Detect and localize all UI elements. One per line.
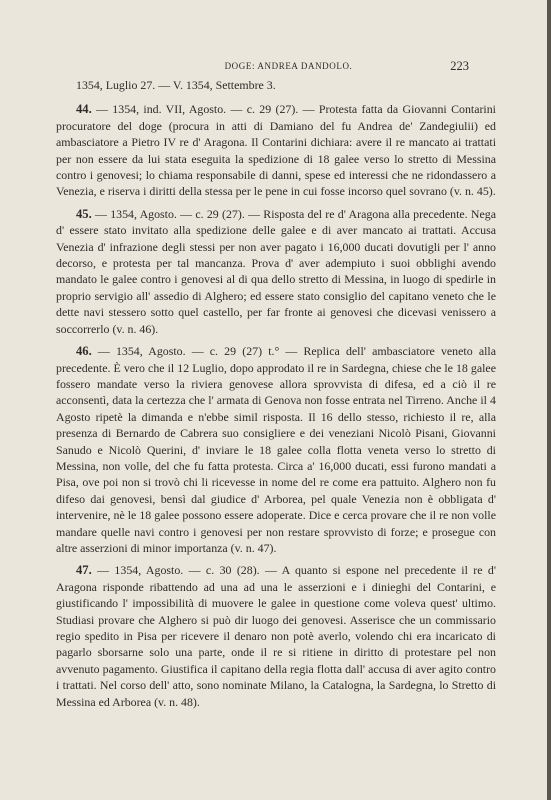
page-header <box>0 59 547 73</box>
entry-46 <box>56 343 496 556</box>
entry-text: — 1354, Agosto. — c. 29 (27). — Risposta del re d' Aragona alla precedente. Nega d' essere stato invitato alla spedizione delle galee e di aver mancato ai trattati. Accusa Venezia d' infrazione degli stessi per non aver pagato i 16,000 ducati dovutigli per l' anno decorso, e protesta per tal mancanza. Prova d' aver adempiuto i suoi obblighi avendo mandato le galee contro i genovesi al di qua dello stretto di Messina, in luogo di spedirle in proprio servigio all' assedio di Alghero; ed essere stato consiglio del capitano veneto che le dette navi stessero sotto quel castello, per far fronte ai genovesi che dicevasi venissero a soccorrerlo (v. n. 46). <box>56 206 496 336</box>
entry-number: 47. <box>76 563 92 578</box>
entry-text: — 1354, Agosto. — c. 29 (27) t.° — Replica dell' ambasciatore veneto alla precedente. È vero che il 12 Luglio, dopo approdato il re in Sardegna, chiese che le 18 galee fossero mandate verso la riviera genovese allora sprovvista di difesa, ed a ciò il re acconsentì, data la certezza che l' armata di Genova non fosse entrata nel Tirreno. Anche il 4 Agosto ripetè la dimanda e n'ebbe simil risposta. Il 16 dello stesso, richiesto il re, alla presenza di Bernardo de Cabrera suo consigliere e dei veneziani Nicolò Pisani, Giovanni Sanudo e Nicolò Querini, d' inviare le 18 galee colla flotta veneta verso lo stretto di Messina, non volle, del che fu fatta protesta. Circa a' 16,000 ducati, essi furono mandati a Pisa, ove poi non si trovò chi li ricevesse in nome del re come era pattuito. Alghero non fu difeso dai genovesi, bensì dal giudice d' Arborea, pel quale Venezia non è obbligata d' intervenire, nè le 18 galee possono essere adoperate. Dice e cerca provare che il re non volle mandare quelle navi contro i genovesi per non restare sprovvisto di forze; e prosegue con altre asserzioni di minor importanza (v. n. 47). <box>56 344 496 555</box>
entry-47 <box>56 562 496 710</box>
date-range-line: 1354, Luglio 27. — V. 1354, Settembre 3. <box>76 78 276 92</box>
entry-number: 46. <box>76 344 92 359</box>
entry-text: — 1354, Agosto. — c. 30 (28). — A quanto si espone nel precedente il re d' Aragona risponde ribattendo ad una ad una le asserzioni e i dinieghi del Contarini, e giustificando l' impossibilità di muovere le galee in questione come voleva quest' ultimo. Studiasi provare che Alghero si può dir luogo dei genovesi. Asserisce che un commissario regio spedito in Pisa per ricevere il denaro non potè averlo, volendo chi era incaricato di pagarlo sborsarne solo una parte, onde il re si ritiene in diritto di protestare pel non avvenuto pagamento. Giustifica il capitano della regia flotta dall' accusa di aver agito contro i trattati. Nel corso dell' atto, sono nominate Milano, la Catalogna, la Sardegna, lo Stretto di Messina ed Arborea (v. n. 48). <box>56 563 496 709</box>
entry-number: 44. <box>76 102 92 117</box>
entry-number: 45. <box>76 206 92 221</box>
entry-text: — 1354, ind. VII, Agosto. — c. 29 (27). — Protesta fatta da Giovanni Contarini procuratore del doge (procura in atti di Damiano del fu Andrea de' Zandegiulii) ed ambasciatore a Pietro IV re d' Aragona. Il Contarini dichiara: avere il re mancato ai trattati per non essere da lui stata eseguita la spedizione di 18 galee verso lo stretto di Messina contro i genovesi; lo chiama responsabile di danni, spese ed interessi che ne ridondassero a Venezia, e riserva i diritti della stessa per le pene in cui fosse incorso quel sovrano (v. n. 45). <box>56 102 496 199</box>
entry-45 <box>56 206 496 337</box>
page-number: 223 <box>450 59 469 73</box>
running-head: DOGE: ANDREA DANDOLO. <box>224 61 353 71</box>
page-body <box>56 77 496 716</box>
entry-44 <box>56 101 496 199</box>
